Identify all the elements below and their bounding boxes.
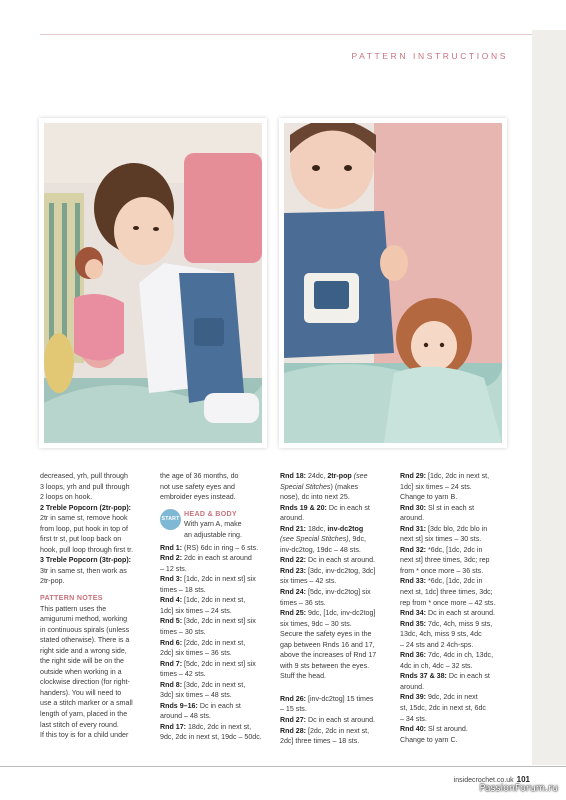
text-line: 3dc] six times – 48 sts. bbox=[160, 691, 232, 700]
text-line: use a stitch marker or a small bbox=[40, 699, 133, 708]
text-line: 2dc] six times – 36 sts. bbox=[160, 649, 232, 658]
text-line: handers). You will need to bbox=[40, 688, 122, 697]
text-line: If this toy is for a child under bbox=[40, 731, 129, 740]
round-4: Rnd 4: [1dc, 2dc in next st, bbox=[160, 596, 246, 605]
column-3 bbox=[280, 471, 392, 747]
round-6: Rnd 6: [2dc, 2dc in next st, bbox=[160, 638, 246, 647]
photo-girl-with-doll-image bbox=[44, 123, 262, 443]
column-1 bbox=[40, 471, 152, 741]
text-line: (see Special Stitches), 9dc, bbox=[280, 535, 366, 544]
text-line: 13dc, 4ch, miss 9 sts, 4dc bbox=[400, 630, 482, 639]
text-line: outside when working in a bbox=[40, 667, 122, 676]
head-body-heading: HEAD & BODY bbox=[184, 509, 237, 518]
pattern-text bbox=[40, 471, 532, 761]
text-line: nose), dc into next 25. bbox=[280, 493, 350, 502]
text-line: embroider eyes instead. bbox=[160, 493, 236, 502]
text-line: 1dc] six times – 24 sts. bbox=[160, 606, 232, 615]
text-line: times – 30 sts. bbox=[160, 628, 206, 637]
round-23: Rnd 23: [3dc, inv-dc2tog, 3dc] bbox=[280, 566, 376, 575]
text-line: around. bbox=[280, 514, 305, 523]
text-line: times – 36 sts. bbox=[280, 598, 326, 607]
text-line: amigurumi method, working bbox=[40, 615, 128, 624]
text-line: Secure the safety eyes in the bbox=[280, 630, 372, 639]
round-33: Rnd 33: *6dc, [1dc, 2dc in bbox=[400, 577, 483, 586]
text-line: hook, pull loop through first tr. bbox=[40, 545, 134, 554]
rounds-19-20: Rnds 19 & 20: Dc in each st bbox=[280, 503, 370, 512]
text-line: 3tr in same st, then work as bbox=[40, 566, 127, 575]
text-line: length of yarn, placed in the bbox=[40, 710, 128, 719]
text-line: With yarn A, make bbox=[184, 520, 242, 529]
section-title: PATTERN INSTRUCTIONS bbox=[351, 51, 508, 61]
round-29: Rnd 29: [1dc, 2dc in next st, bbox=[400, 472, 490, 480]
text-line: st, 15dc, 2dc in next st, 6dc bbox=[400, 704, 486, 713]
text-line: next st, 1dc] three times, 3dc; bbox=[400, 588, 493, 597]
text-line: last stitch of every round. bbox=[40, 720, 119, 729]
text-line: from loop, put hook in top of bbox=[40, 524, 128, 533]
round-28: Rnd 28: [2dc, 2dc in next st, bbox=[280, 726, 370, 735]
text-line: decreased, yrh, pull through bbox=[40, 472, 128, 480]
text-line: – 12 sts. bbox=[160, 564, 187, 573]
round-34: Rnd 34: Dc in each st around. bbox=[400, 609, 496, 618]
text-line: – 15 sts. bbox=[280, 705, 307, 714]
text-line: six times – 42 sts. bbox=[280, 577, 337, 586]
text-line: 2dc] three times – 18 sts. bbox=[280, 737, 360, 746]
text-line: 2tr-pop. bbox=[40, 577, 65, 586]
text-line: Change to yarn C. bbox=[400, 735, 458, 744]
round-25: Rnd 25: 9dc, [1dc, inv-dc2tog] bbox=[280, 609, 376, 618]
text-line: in continuous spirals (unless bbox=[40, 625, 130, 634]
text-line: the right side will be on the bbox=[40, 657, 124, 666]
text-line: 3 loops, yrh and pull through bbox=[40, 482, 130, 491]
page-number: 101 bbox=[516, 775, 530, 784]
column-2 bbox=[160, 471, 272, 743]
round-17: Rnd 17: 18dc, 2dc in next st, bbox=[160, 722, 252, 731]
round-22: Rnd 22: Dc in each st around. bbox=[280, 556, 376, 565]
round-39: Rnd 39: 9dc, 2dc in next bbox=[400, 693, 478, 702]
round-26: Rnd 26: [inv-dc2tog] 15 times bbox=[280, 694, 374, 703]
text-line: six times, 9dc – 30 sts. bbox=[280, 619, 352, 628]
header-rule bbox=[40, 34, 532, 35]
text-line: around. bbox=[400, 514, 425, 523]
text-line: clockwise direction (for right- bbox=[40, 678, 130, 687]
photo-toddler-with-doll-image bbox=[284, 123, 502, 443]
rounds-37-38: Rnds 37 & 38: Dc in each st bbox=[400, 672, 490, 681]
text-line: times – 18 sts. bbox=[160, 585, 206, 594]
text-line: Change to yarn B. bbox=[400, 493, 458, 502]
round-27: Rnd 27: Dc in each st around. bbox=[280, 716, 376, 725]
stitch-heading: 2 Treble Popcorn (2tr-pop): bbox=[40, 503, 132, 512]
text-line: 9dc, 2dc in next st, 19dc – 50dc. bbox=[160, 733, 262, 742]
text-line: around. bbox=[400, 682, 425, 691]
text-line: – 24 sts and 2 4ch-sps. bbox=[400, 640, 474, 649]
text-line: gap between Rnds 16 and 17, bbox=[280, 640, 375, 649]
text-line: times – 42 sts. bbox=[160, 670, 206, 679]
round-7: Rnd 7: [5dc, 2dc in next st] six bbox=[160, 659, 256, 668]
page-edge bbox=[532, 30, 566, 765]
text-line: first tr st, put loop back on bbox=[40, 535, 122, 544]
text-line: Special Stitches) (makes bbox=[280, 482, 359, 491]
text-line: 2 loops on hook. bbox=[40, 493, 93, 502]
round-2: Rnd 2: 2dc in each st around bbox=[160, 554, 252, 563]
text-line: Stuff the head. bbox=[280, 672, 327, 681]
round-35: Rnd 35: 7dc, 4ch, miss 9 sts, bbox=[400, 619, 493, 628]
round-30: Rnd 30: Sl st in each st bbox=[400, 503, 475, 512]
text-line: right side and a wrong side, bbox=[40, 646, 127, 655]
round-36: Rnd 36: 7dc, 4dc in ch, 13dc, bbox=[400, 651, 494, 660]
round-24: Rnd 24: [5dc, inv-dc2tog] six bbox=[280, 588, 371, 597]
start-badge: START bbox=[160, 509, 181, 530]
round-3: Rnd 3: [1dc, 2dc in next st] six bbox=[160, 575, 256, 584]
stitch-heading: 3 Treble Popcorn (3tr-pop): bbox=[40, 556, 132, 565]
pattern-notes-heading: PATTERN NOTES bbox=[40, 594, 103, 603]
text-line: 4dc in ch, 4dc – 32 sts. bbox=[400, 661, 473, 670]
watermark: PassionForum.ru bbox=[479, 783, 558, 794]
photo-toddler-with-doll bbox=[279, 118, 507, 448]
text-line: 1dc] six times – 24 sts. bbox=[400, 482, 472, 491]
column-4 bbox=[400, 471, 512, 745]
text-line: – 34 sts. bbox=[400, 714, 427, 723]
text-line: not use safety eyes and bbox=[160, 482, 235, 491]
text-line: rep from * once more – 42 sts. bbox=[400, 598, 496, 607]
text-line: above the increases of Rnd 17 bbox=[280, 651, 377, 660]
round-21: Rnd 21: 18dc, inv-dc2tog bbox=[280, 524, 364, 533]
text-line: next st] six times – 30 sts. bbox=[400, 535, 482, 544]
footer-site-url[interactable]: insidecrochet.co.uk bbox=[453, 777, 514, 784]
rounds-9-16: Rnds 9–16: Dc in each st bbox=[160, 701, 241, 710]
round-40: Rnd 40: Sl st around. bbox=[400, 725, 468, 734]
footer-rule bbox=[0, 766, 566, 767]
text-line: This pattern uses the bbox=[40, 604, 107, 613]
text-line: from * once more – 36 sts. bbox=[400, 566, 484, 575]
text-line: inv-dc2tog, 19dc – 48 sts. bbox=[280, 545, 361, 554]
round-1: Rnd 1: (RS) 6dc in ring – 6 sts. bbox=[160, 543, 259, 552]
round-18: Rnd 18: 24dc, 2tr-pop (see bbox=[280, 472, 368, 480]
text-line: 2tr in same st, remove hook bbox=[40, 514, 128, 523]
round-31: Rnd 31: [3dc blo, 2dc blo in bbox=[400, 524, 488, 533]
head-body-intro bbox=[160, 509, 272, 543]
photo-girl-with-doll bbox=[39, 118, 267, 448]
round-8: Rnd 8: [3dc, 2dc in next st, bbox=[160, 680, 246, 689]
round-5: Rnd 5: [3dc, 2dc in next st] six bbox=[160, 617, 256, 626]
text-line: an adjustable ring. bbox=[184, 530, 242, 539]
text-line: stated otherwise). There is a bbox=[40, 636, 130, 645]
text-line: the age of 36 months, do bbox=[160, 472, 239, 480]
text-line: next st] three times, 3dc; rep bbox=[400, 556, 490, 565]
text-line: around – 48 sts. bbox=[160, 712, 211, 721]
text-line: with 9 sts between the eyes. bbox=[280, 661, 370, 670]
round-32: Rnd 32: *6dc, [1dc, 2dc in bbox=[400, 545, 483, 554]
